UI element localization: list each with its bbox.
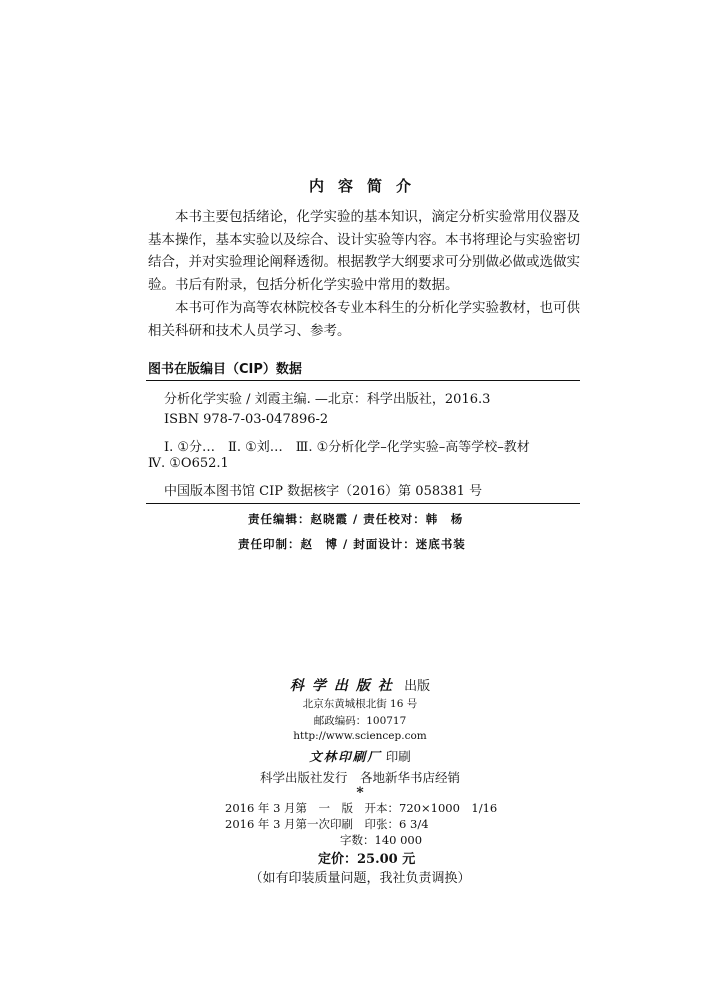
cip-isbn: ISBN 978-7-03-047896-2 bbox=[164, 412, 329, 427]
quality-note: （如有印装质量问题，我社负责调换） bbox=[249, 871, 471, 886]
intro-title: 内容简介 bbox=[308, 177, 425, 195]
cip-classification: Ⅳ. ①O652.1 bbox=[148, 456, 229, 471]
edition-line: 2016 年 3 月第 一 版 开本：720×1000 1/16 bbox=[225, 801, 498, 815]
cip-title-line: 分析化学实验 / 刘霞主编. —北京：科学出版社，2016.3 bbox=[164, 392, 491, 407]
publisher-address: 北京东黄城根北街 16 号 bbox=[302, 698, 418, 710]
editors-line-1: 责任编辑：赵晓霞 / 责任校对：韩 杨 bbox=[248, 512, 464, 526]
price: 定价：25.00 元 bbox=[318, 852, 416, 867]
cip-subjects: Ⅰ. ①分… Ⅱ. ①刘… Ⅲ. ①分析化学–化学实验–高等学校–教材 bbox=[164, 440, 530, 455]
separator-star: * bbox=[356, 785, 364, 801]
cip-top-rule bbox=[146, 380, 580, 381]
publisher-website: http://www.sciencep.com bbox=[293, 730, 427, 742]
distribution-line: 科学出版社发行 各地新华书店经销 bbox=[259, 770, 460, 785]
intro-paragraph-1: 本书主要包括绪论，化学实验的基本知识，滴定分析实验常用仪器及基本操作，基本实验以及综合、设计实验等内容。本书将理论与实验密切结合，并对实验理论阐释透彻。根据教学大纲要求可分别做必做或选做实验。书后有附录，包括分析化学实验中常用的数据。 bbox=[148, 209, 580, 293]
cip-heading: 图书在版编目（CIP）数据 bbox=[148, 362, 302, 377]
intro-paragraph-2: 本书可作为高等农林院校各专业本科生的分析化学实验教材，也可供相关科研和技术人员学习、参考。 bbox=[148, 300, 580, 339]
publisher-line bbox=[0, 675, 720, 695]
printer-line bbox=[0, 747, 720, 765]
publisher-suffix: 出版 bbox=[404, 679, 431, 694]
editors-line-2: 责任印制：赵 博 / 封面设计：迷底书装 bbox=[238, 537, 466, 551]
publisher-logo: 科学出版社 bbox=[289, 678, 400, 694]
cip-number: 中国版本图书馆 CIP 数据核字（2016）第 058381 号 bbox=[164, 484, 483, 499]
printer-suffix: 印刷 bbox=[385, 749, 411, 764]
printer-name: 文林印刷厂 bbox=[309, 749, 382, 764]
printing-line: 2016 年 3 月第一次印刷 印张：6 3/4 bbox=[225, 817, 429, 831]
cip-bottom-rule bbox=[146, 503, 580, 504]
publisher-postcode: 邮政编码：100717 bbox=[313, 715, 407, 727]
word-count: 字数：140 000 bbox=[340, 833, 423, 847]
